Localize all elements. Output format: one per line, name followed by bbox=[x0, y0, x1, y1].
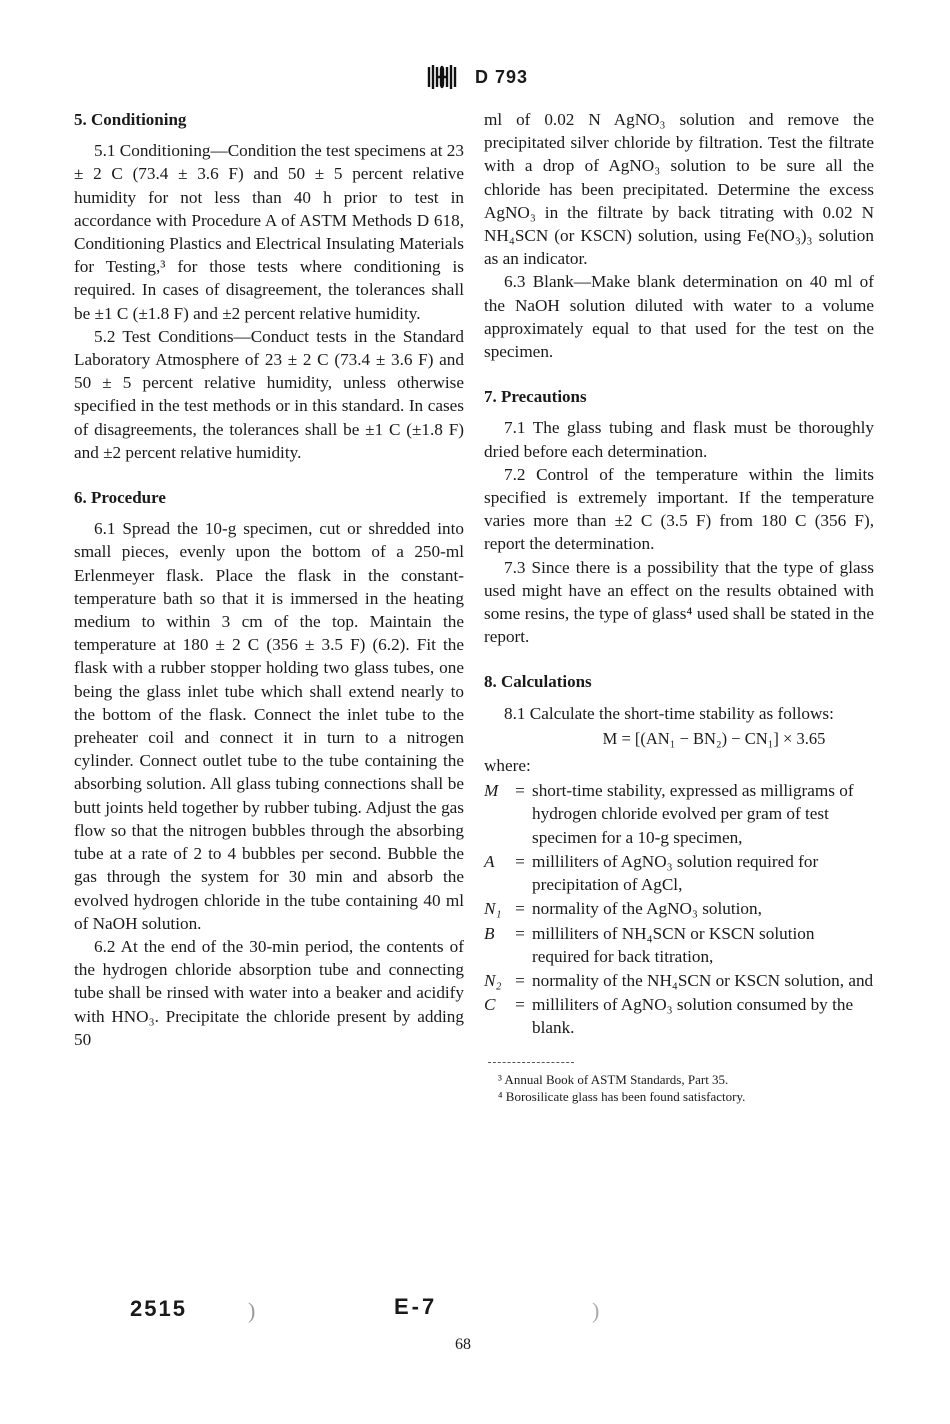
stability-equation: M = [(AN₁ − BN₂) − CN₁] × 3.65 bbox=[602, 728, 826, 748]
paragraph-6-2: 6.2 At the end of the 30-min period, the contents of the hydrogen chloride absorption tube and connecting tube shall be rinsed with water into a beaker and acidify with HNO₃. Precipitate the chloride present by adding 50 bbox=[74, 936, 464, 1049]
definition-text: normality of the AgNO₃ solution, bbox=[532, 899, 762, 919]
definition-symbol: B bbox=[484, 923, 495, 943]
paragraph-7-3: 7.3 Since there is a possibility that the type of glass used might have an effect on the results obtained with some resins, the type of glass⁴ used shall be stated in the report. bbox=[484, 557, 874, 647]
page-header bbox=[425, 62, 528, 92]
scan-mark: ) bbox=[248, 1298, 256, 1323]
paragraph-6-1: 6.1 Spread the 10-g specimen, cut or shredded into small pieces, evenly upon the bottom of a 250-ml Erlenmeyer flask. Place the flask in the constant-temperature bath so that it is immersed in the heating medium to within 3 cm of the top. Maintain the temperature at 180 ± 2 C (356 ± 3.5 F) (6.2). Fit the flask with a rubber stopper holding two glass tubes, one being the glass inlet tube which shall extend nearly to the bottom of the flask. Connect the inlet tube to the preheater coil and connect it in turn to a nitrogen cylinder. Connect outlet tube to the tube containing the absorbing solution. All glass tubing connections shall be butt joints held together by rubber tubing. Adjust the gas flow so that the nitrogen bubbles through the absorbing tube at a rate of 2 to 4 bubbles per second. Bubble the gas through the system for 30 min and absorb the evolved hydrogen chloride in the tube containing 40 ml of NaOH solution. bbox=[74, 519, 464, 933]
section-8-title: 8. Calculations bbox=[484, 672, 592, 692]
page-stamp: 2515 bbox=[130, 1296, 187, 1321]
definition-symbol: M bbox=[484, 781, 499, 801]
definition-text: milliliters of NH₄SCN or KSCN solution required for back titration, bbox=[532, 923, 815, 966]
scan-mark: ) bbox=[592, 1298, 600, 1323]
definition-symbol: C bbox=[484, 995, 496, 1015]
footnote-3: ³ Annual Book of ASTM Standards, Part 35. bbox=[498, 1071, 729, 1087]
definition-symbol: N₂ bbox=[484, 970, 502, 990]
where-label: where: bbox=[484, 756, 531, 776]
section-5-title: 5. Conditioning bbox=[74, 110, 187, 129]
astm-logo-icon bbox=[425, 63, 459, 91]
definition-text: normality of the NH₄SCN or KSCN solution, and bbox=[532, 970, 874, 990]
paragraph-6-3: 6.3 Blank—Make blank determination on 40 ml of the NaOH solution diluted with water to a volume approximately equal to that used for the test on the specimen. bbox=[484, 272, 874, 362]
section-6-title: 6. Procedure bbox=[74, 488, 166, 508]
definition-text: milliliters of AgNO₃ solution consumed by the blank. bbox=[532, 995, 854, 1038]
definitions-list: M = short-time stability, expressed as milligrams of hydrogen chloride evolved per gram of test specimen for a 10-g specimen, A = milliliters of AgNO₃ solution required for precipitation of AgCl, N₁ = normality of the AgNO₃ solution, B = milliliters of NH₄SCN or KSCN solution required for back titration, N₂ = normality of the NH₄SCN or KSCN solution, and C = milliliters of AgNO₃ solution consumed by the blank. bbox=[484, 779, 874, 1039]
right-column bbox=[484, 108, 874, 1105]
footnote-rule bbox=[488, 1062, 574, 1063]
footnote-4: ⁴ Borosilicate glass has been found satisfactory. bbox=[498, 1088, 746, 1104]
standard-designation: D 793 bbox=[475, 66, 529, 87]
paragraph-6-2-continued: ml of 0.02 N AgNO₃ solution and remove the precipitated silver chloride by filtration. Test the filtrate with a drop of AgNO₃ solution to be sure all the chloride has been precipitated. Determine the excess AgNO₃ in the filtrate by back titrating with 0.02 N NH₄SCN (or KSCN) solution, using Fe(NO₃)₃ solution as an indicator. bbox=[484, 110, 874, 269]
paragraph-5-1: 5.1 Conditioning—Condition the test specimens at 23 ± 2 C (73.4 ± 3.6 F) and 50 ± 5 percent relative humidity for not less than 40 h prior to test in accordance with Procedure A of ASTM Methods D 618, Conditioning Plastics and Electrical Insulating Materials for Testing,³ for those tests where conditioning is required. In cases of disagreement, the tolerances shall be ±1 C (±1.8 F) and ±2 percent relative humidity. bbox=[74, 141, 464, 323]
page-number: 68 bbox=[455, 1336, 471, 1353]
paragraph-7-1: 7.1 The glass tubing and flask must be thoroughly dried before each determination. bbox=[484, 418, 874, 461]
definition-symbol: N₁ bbox=[484, 899, 502, 919]
definition-symbol: A bbox=[484, 851, 495, 871]
definition-text: short-time stability, expressed as milligrams of hydrogen chloride evolved per gram of test specimen for a 10-g specimen, bbox=[532, 781, 854, 847]
paragraph-5-2: 5.2 Test Conditions—Conduct tests in the Standard Laboratory Atmosphere of 23 ± 2 C (73.4 ± 3.6 F) and 50 ± 5 percent relative humidity, unless otherwise specified in the test methods or in this standard. In cases of disagreements, the tolerances shall be ±1 C (±1.8 F) and ±2 percent relative humidity. bbox=[74, 326, 464, 462]
section-code: E-7 bbox=[394, 1294, 438, 1319]
section-7-title: 7. Precautions bbox=[484, 387, 587, 407]
left-column bbox=[74, 108, 464, 1051]
paragraph-8-1: 8.1 Calculate the short-time stability as follows: bbox=[504, 703, 834, 723]
definition-text: milliliters of AgNO₃ solution required for precipitation of AgCl, bbox=[532, 851, 819, 895]
paragraph-7-2: 7.2 Control of the temperature within the limits specified is extremely important. If the temperature varies more than ±2 C (3.5 F) from 180 C (356 F), report the determination. bbox=[484, 464, 874, 554]
